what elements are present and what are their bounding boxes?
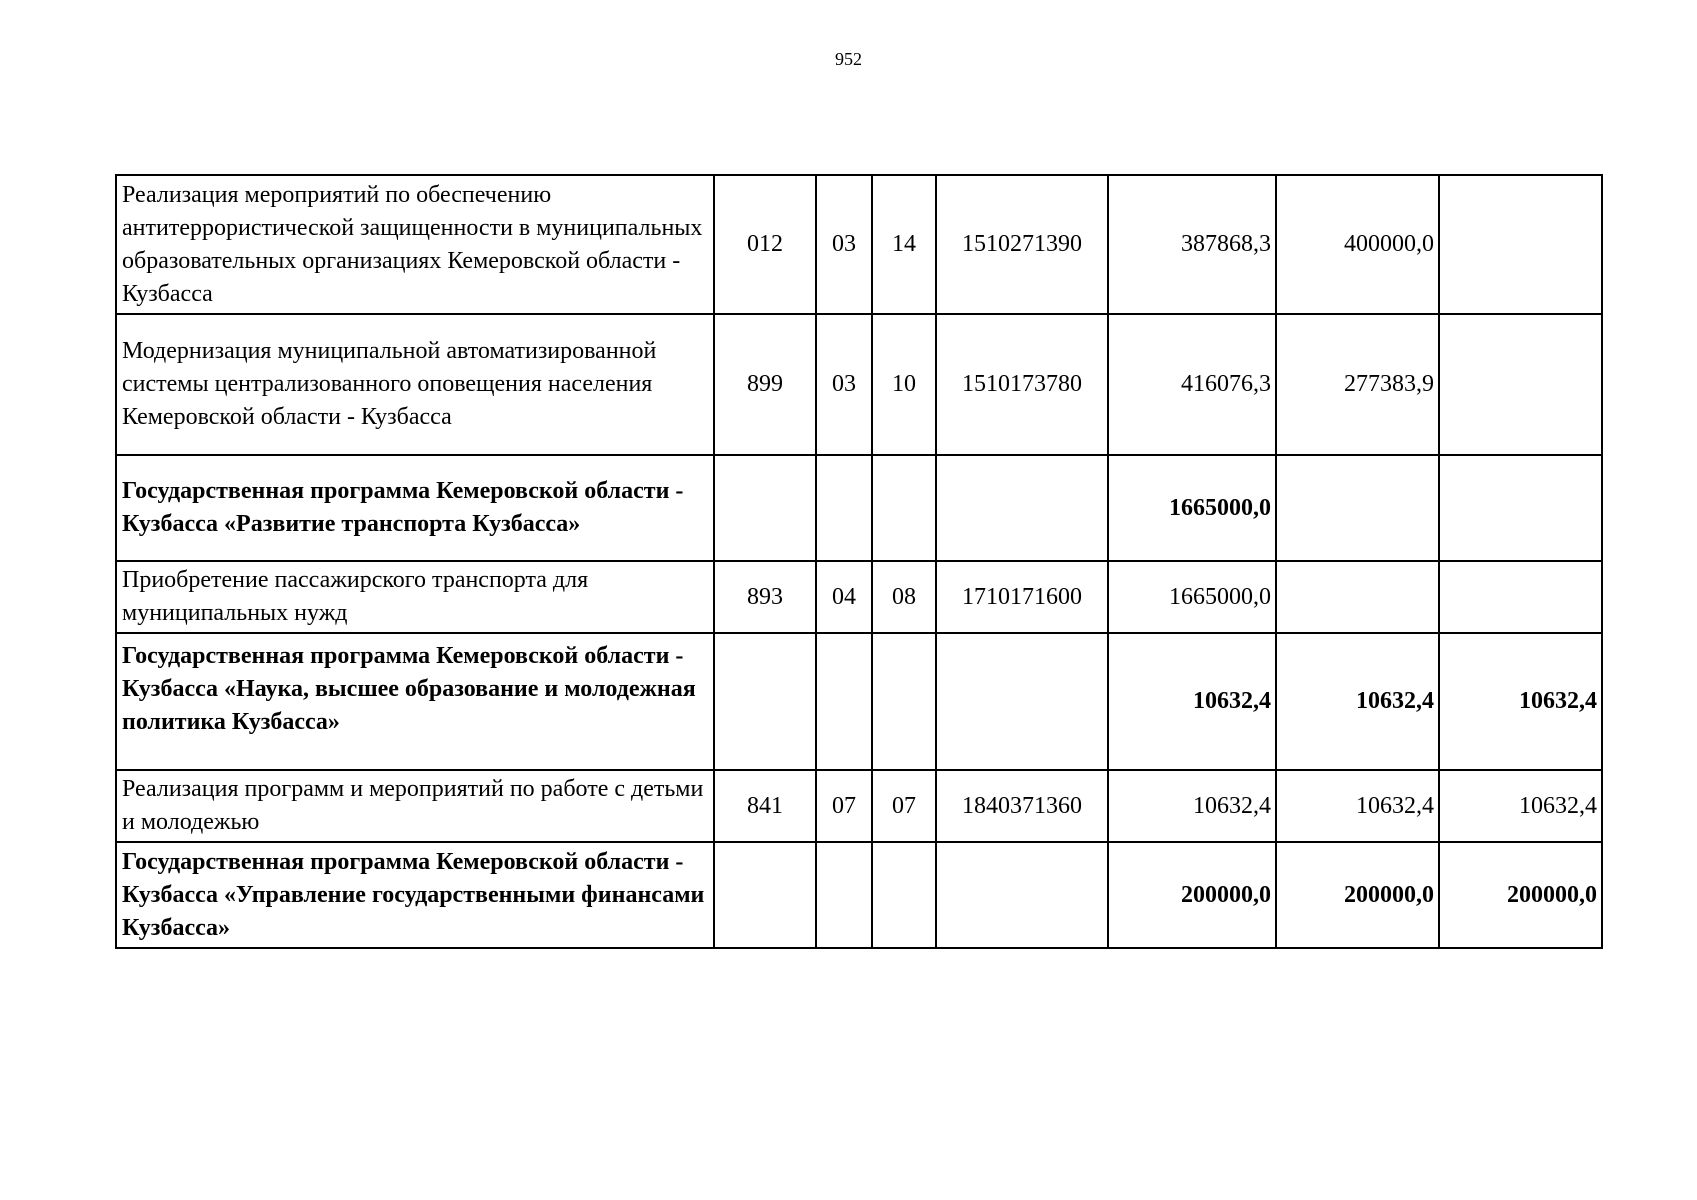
- section-code: [816, 842, 872, 948]
- section-code: [816, 455, 872, 561]
- amount-year-1: 10632,4: [1108, 770, 1276, 842]
- subsection-code: 10: [872, 314, 936, 455]
- amount-year-3: 200000,0: [1439, 842, 1602, 948]
- target-article-code: 1510173780: [936, 314, 1108, 455]
- amount-year-1: 1665000,0: [1108, 561, 1276, 633]
- table-row: [116, 842, 1602, 948]
- subsection-code: 08: [872, 561, 936, 633]
- row-name: Реализация мероприятий по обеспечению антитеррористической защищенности в муниципальных образовательных организациях Кемеровской области - Кузбасса: [116, 175, 714, 314]
- target-article-code: 1510271390: [936, 175, 1108, 314]
- amount-year-2: [1276, 455, 1439, 561]
- amount-year-2: 200000,0: [1276, 842, 1439, 948]
- amount-year-3: [1439, 314, 1602, 455]
- row-name: Приобретение пассажирского транспорта для муниципальных нужд: [116, 561, 714, 633]
- amount-year-3: [1439, 455, 1602, 561]
- section-code: [816, 633, 872, 770]
- target-article-code: 1840371360: [936, 770, 1108, 842]
- amount-year-1: 200000,0: [1108, 842, 1276, 948]
- amount-year-2: [1276, 561, 1439, 633]
- amount-year-1: 1665000,0: [1108, 455, 1276, 561]
- grbs-code: [714, 455, 816, 561]
- budget-table: [115, 174, 1603, 949]
- row-name: Реализация программ и мероприятий по работе с детьми и молодежью: [116, 770, 714, 842]
- subsection-code: [872, 842, 936, 948]
- target-article-code: [936, 842, 1108, 948]
- table-row: [116, 561, 1602, 633]
- amount-year-1: 416076,3: [1108, 314, 1276, 455]
- section-code: 03: [816, 175, 872, 314]
- amount-year-2: 10632,4: [1276, 633, 1439, 770]
- subsection-code: 07: [872, 770, 936, 842]
- section-code: 03: [816, 314, 872, 455]
- section-code: 04: [816, 561, 872, 633]
- target-article-code: [936, 633, 1108, 770]
- subsection-code: [872, 455, 936, 561]
- page-number: 952: [835, 49, 862, 69]
- grbs-code: 841: [714, 770, 816, 842]
- amount-year-3: [1439, 561, 1602, 633]
- row-name: Модернизация муниципальной автоматизированной системы централизованного оповещения населения Кемеровской области - Кузбасса: [116, 314, 714, 455]
- target-article-code: 1710171600: [936, 561, 1108, 633]
- row-name: Государственная программа Кемеровской области - Кузбасса «Наука, высшее образование и молодежная политика Кузбасса»: [116, 633, 714, 770]
- table-row: [116, 175, 1602, 314]
- amount-year-1: 387868,3: [1108, 175, 1276, 314]
- row-name: Государственная программа Кемеровской области - Кузбасса «Развитие транспорта Кузбасса»: [116, 455, 714, 561]
- grbs-code: 893: [714, 561, 816, 633]
- grbs-code: [714, 842, 816, 948]
- amount-year-3: [1439, 175, 1602, 314]
- table-row: [116, 770, 1602, 842]
- subsection-code: 14: [872, 175, 936, 314]
- amount-year-2: 10632,4: [1276, 770, 1439, 842]
- subsection-code: [872, 633, 936, 770]
- table-row: [116, 455, 1602, 561]
- amount-year-2: 400000,0: [1276, 175, 1439, 314]
- grbs-code: 012: [714, 175, 816, 314]
- table-row: [116, 633, 1602, 770]
- grbs-code: [714, 633, 816, 770]
- table-row: [116, 314, 1602, 455]
- grbs-code: 899: [714, 314, 816, 455]
- amount-year-3: 10632,4: [1439, 633, 1602, 770]
- section-code: 07: [816, 770, 872, 842]
- amount-year-2: 277383,9: [1276, 314, 1439, 455]
- target-article-code: [936, 455, 1108, 561]
- amount-year-3: 10632,4: [1439, 770, 1602, 842]
- amount-year-1: 10632,4: [1108, 633, 1276, 770]
- row-name: Государственная программа Кемеровской области - Кузбасса «Управление государственными финансами Кузбасса»: [116, 842, 714, 948]
